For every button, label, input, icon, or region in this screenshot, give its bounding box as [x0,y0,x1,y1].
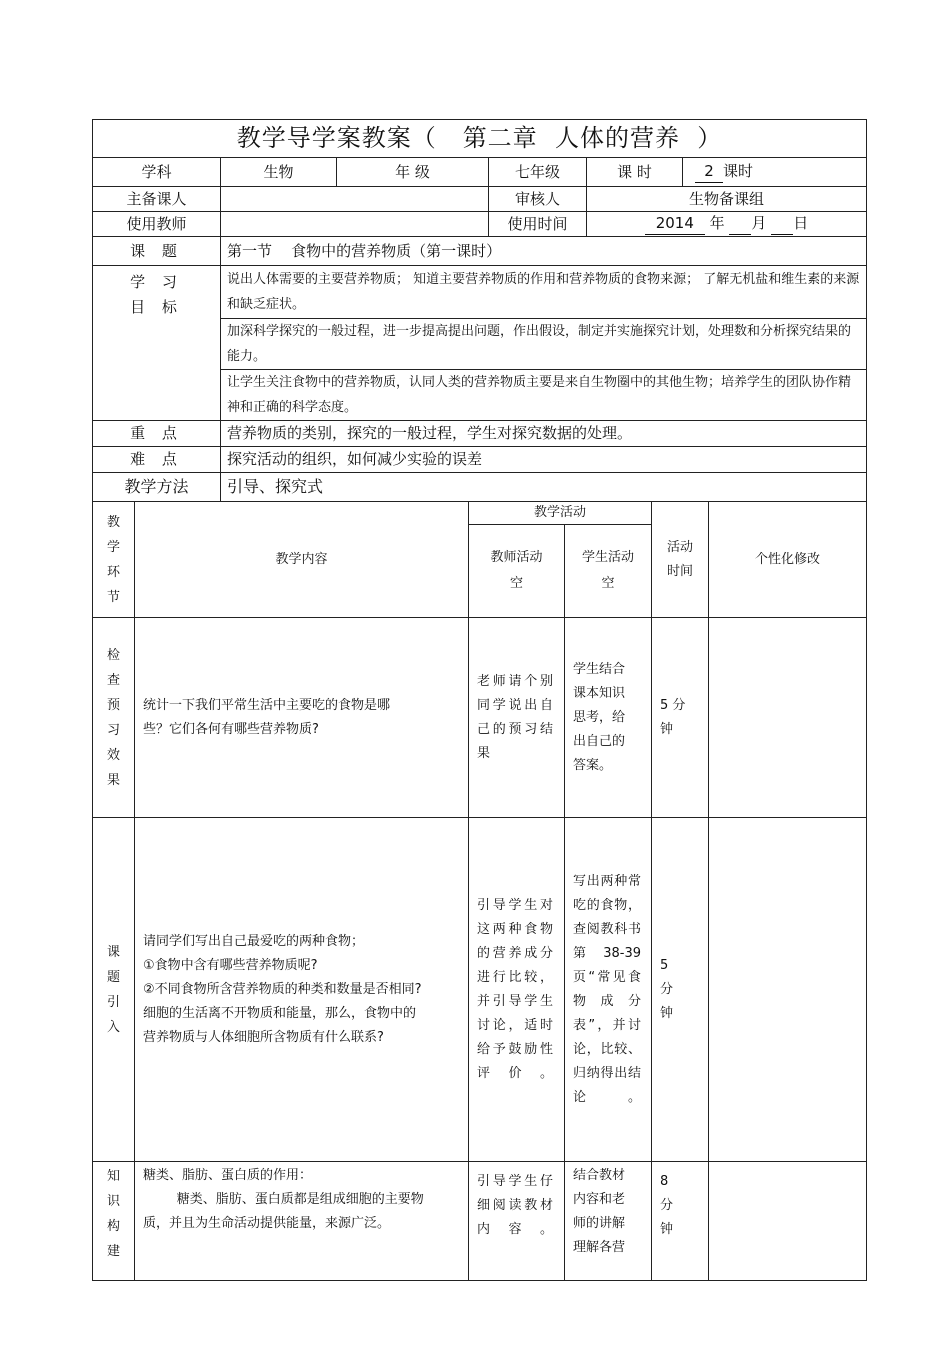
content-cell: 统计一下我们平常生活中主要吃的食物是哪些？它们各何有哪些营养物质? [135,618,469,818]
lesson-plan [92,119,866,1281]
col-custom: 个性化修改 [709,502,867,618]
time-cell: 8 分钟 [652,1162,709,1281]
time-label: 使用时间 [489,212,587,237]
table-row [93,618,867,818]
date-value: 2014 年 月 日 [587,212,867,237]
header-table [92,119,867,502]
teacher-cell: 引导学生仔细阅读教材内容。 [469,1162,565,1281]
reviewer-value: 生物备课组 [587,187,867,212]
difficulty-value: 探究活动的组织，如何减少实验的误差 [221,447,867,473]
stage-cell: 检查预习效果 [93,618,135,818]
stage-cell: 课题引入 [93,818,135,1162]
page-title: 教学导学案教案（ 第二章 人体的营养 ） [93,120,867,158]
method-label: 教学方法 [93,473,221,502]
custom-cell [709,618,867,818]
subject-value: 生物 [221,158,337,187]
col-content: 教学内容 [135,502,469,618]
col-stage: 教学环节 [93,502,135,618]
teacher-label: 使用教师 [93,212,221,237]
objective-attitude: 让学生关注食物中的营养物质，认同人类的营养物质主要是来自生物圈中的其他生物；培养学生的团队协作精神和正确的科学态度。 [221,370,867,421]
preparer-label: 主备课人 [93,187,221,212]
grade-value: 七年级 [489,158,587,187]
col-student: 学生活动空 [565,525,652,618]
table-row [93,818,867,1162]
student-cell: 结合教材内容和老师的讲解理解各营 [565,1162,652,1281]
student-cell: 学生结合课本知识思考，给出自己的答案。 [565,618,652,818]
objective-ability: 加深科学探究的一般过程，进一步提高提出问题，作出假设，制定并实施探究计划，处理数和分析探究结果的能力。 [221,319,867,370]
content-body: 糖类、脂肪、蛋白质都是组成细胞的主要物质，并且为生命活动提供能量，来源广泛。 [143,1192,424,1231]
objective-knowledge: 说出人体需要的主要营养物质； 知道主要营养物质的作用和营养物质的食物来源； 了解无机盐和维生素的来源和缺乏症状。 [221,266,867,319]
grade-label: 年 级 [337,158,489,187]
preparer-value [221,187,489,212]
reviewer-label: 审核人 [489,187,587,212]
teacher-cell: 引导学生对这两种食物的营养成分进行比较，并引导学生讨论，适时给予鼓励性评价。 [469,818,565,1162]
focus-value: 营养物质的类别，探究的一般过程，学生对探究数据的处理。 [221,421,867,447]
content-cell [135,1162,469,1281]
topic-value: 第一节 食物中的营养物质（第一课时） [221,237,867,266]
period-value: 2 课时 [683,158,867,187]
content-cell: 请同学们写出自己最爱吃的两种食物； ①食物中含有哪些营养物质呢? ②不同食物所含营养物质的种类和数量是否相同? 细胞的生活离不开物质和能量，那么，食物中的营养物质与人体细胞所含物质有什么联系? [135,818,469,1162]
difficulty-label: 难 点 [93,447,221,473]
stage-cell: 知识构建 [93,1162,135,1281]
method-value: 引导、探究式 [221,473,867,502]
table-row [93,1162,867,1281]
col-teacher: 教师活动空 [469,525,565,618]
student-cell: 写出两种常吃的食物，查阅教科书第38-39 页“常见食物成分表”，并讨论，比较、归纳得出结论。 [565,818,652,1162]
subject-label: 学科 [93,158,221,187]
topic-label: 课 题 [93,237,221,266]
time-cell: 5 分钟 [652,618,709,818]
period-label: 课 时 [587,158,683,187]
custom-cell [709,1162,867,1281]
activity-table [92,501,867,1281]
teacher-value [221,212,489,237]
col-time: 活动时间 [652,502,709,618]
custom-cell [709,818,867,1162]
col-activity: 教学活动 [469,502,652,525]
time-cell: 5 分钟 [652,818,709,1162]
teacher-cell: 老师请个别同学说出自己的预习结果 [469,618,565,818]
focus-label: 重 点 [93,421,221,447]
objectives-label: 学 习 目 标 [93,266,221,421]
content-title: 糖类、脂肪、蛋白质的作用： [143,1168,313,1183]
